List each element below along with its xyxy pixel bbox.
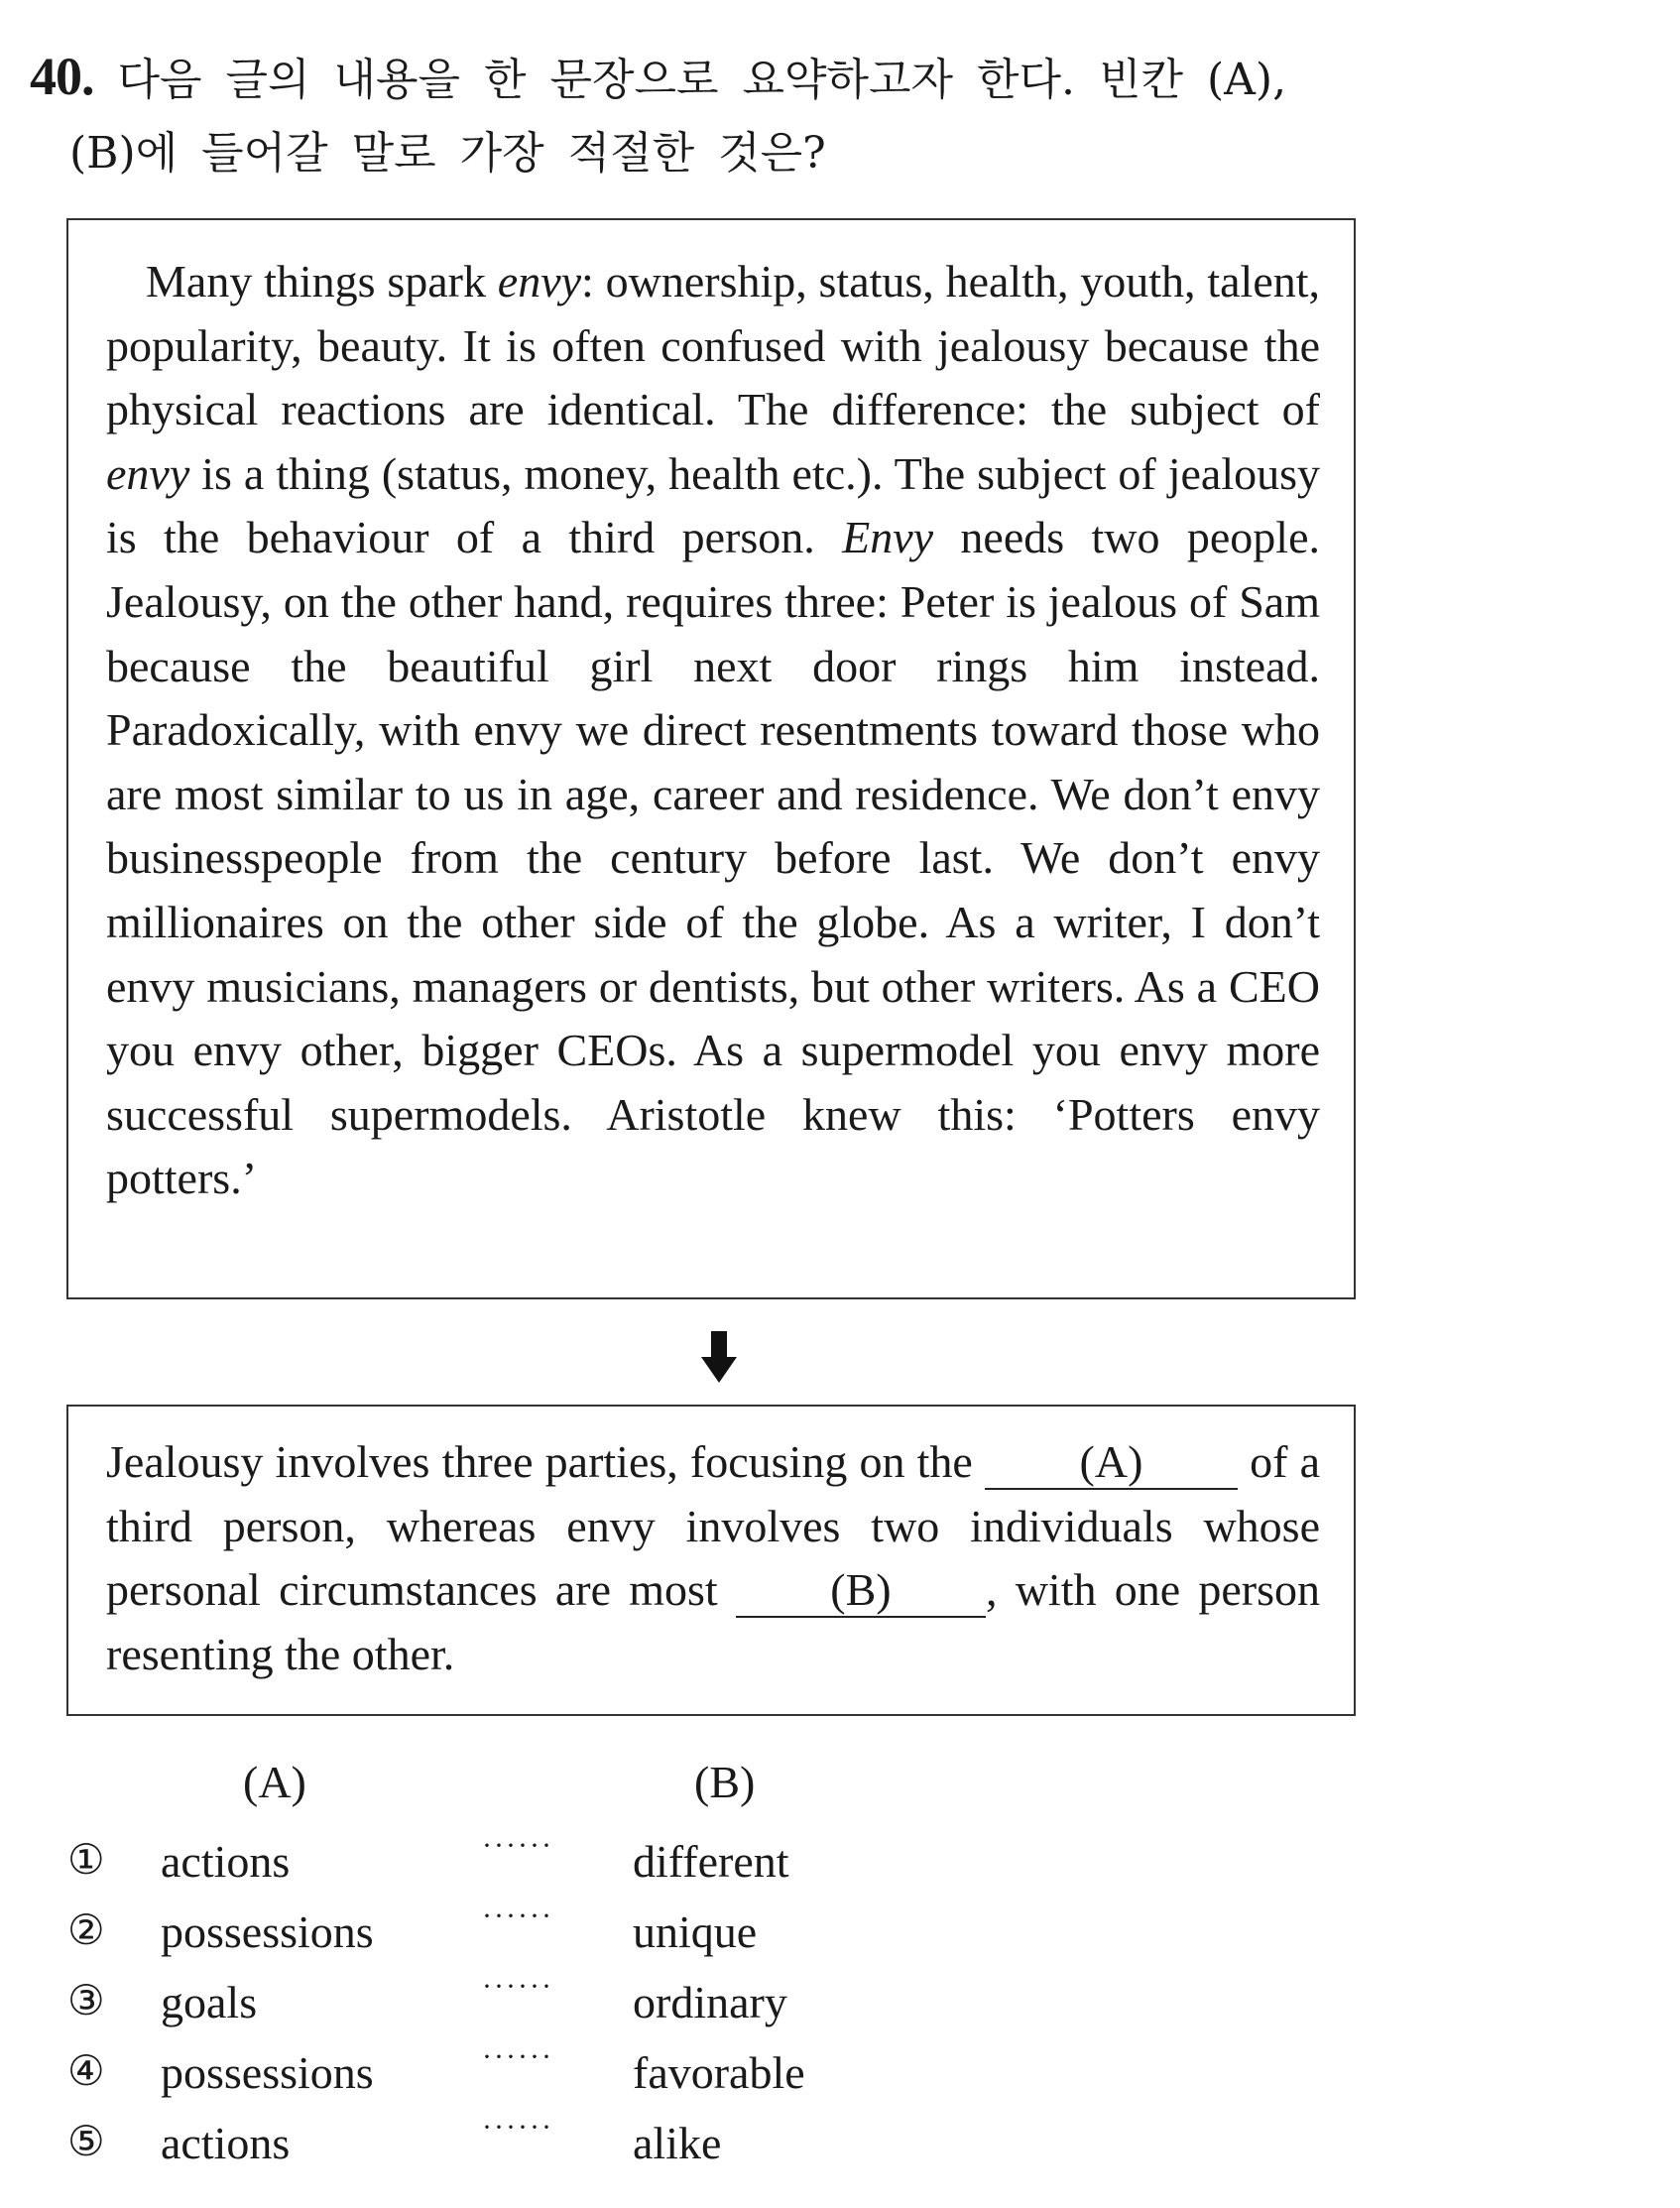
column-header-a: (A)	[243, 1757, 306, 1807]
question-line-1	[30, 47, 1287, 106]
choice-a-value: possessions	[161, 1906, 374, 1957]
summary-text	[106, 1430, 1320, 1686]
question-prompt-line-1: 다음 글의 내용을 한 문장으로 요약하고자 한다. 빈칸 (A),	[117, 55, 1287, 105]
choice-separator: ······	[482, 1829, 553, 1862]
choice-a-value: actions	[161, 1836, 291, 1887]
choice-a-value: possessions	[161, 2047, 374, 2098]
blank-b: (B)	[736, 1564, 986, 1618]
passage-segment: needs two people. Jealousy, on the other hand, requires three: Peter is jealous of Sam because the beautiful girl next door rings him instead. Paradoxically, with envy we direct resentments toward those who are most similar to us in age, career and residence. We don’t envy businesspeople from the century before last. We don’t envy millionaires on the other side of the globe. As a writer, I don’t envy musicians, managers or dentists, but other writers. As a CEO you envy other, bigger CEOs. As a supermodel you envy more successful supermodels. Aristotle knew this: ‘Potters envy potters.’	[106, 512, 1321, 1204]
passage-segment: is a thing (status, money, health etc.). The subject of jealousy is the behaviour of a third person.	[106, 447, 1320, 563]
choice-number: ⑤	[67, 2117, 105, 2165]
question-header	[30, 40, 1398, 190]
passage-box	[66, 218, 1356, 1299]
question-number: 40.	[30, 47, 94, 106]
choice-b-value: unique	[633, 1906, 758, 1957]
choice-a-value: actions	[161, 2118, 291, 2168]
choice-b-value: favorable	[633, 2047, 805, 2098]
choice-5[interactable]	[0, 2111, 992, 2176]
passage-segment: Many things spark	[146, 256, 498, 307]
passage-text	[106, 250, 1320, 1211]
passage-italic-word: envy	[106, 447, 190, 499]
blank-a: (A)	[985, 1436, 1238, 1490]
choice-a-value: goals	[161, 1977, 258, 2027]
choice-number: ③	[67, 1976, 105, 2024]
down-arrow-icon	[699, 1329, 739, 1385]
choice-1[interactable]	[0, 1829, 992, 1895]
passage-italic-word: envy	[497, 256, 582, 307]
column-header-b: (B)	[694, 1757, 756, 1807]
choice-b-value: ordinary	[633, 1977, 787, 2027]
choice-separator: ······	[482, 2111, 553, 2144]
summary-segment: of a third person, whereas envy involves two individuals whose personal circumstances are most	[106, 1436, 1320, 1616]
choice-separator: ······	[482, 2040, 553, 2073]
choice-b-value: alike	[633, 2118, 722, 2168]
choice-number: ①	[67, 1835, 105, 1884]
choice-separator: ······	[482, 1900, 553, 1932]
passage-italic-word: Envy	[842, 512, 934, 563]
passage-segment: : ownership, status, health, youth, talent, popularity, beauty. It is often confused with jealousy because the physical reactions are identical. The difference: the subject of	[106, 256, 1321, 435]
summary-segment: , with one person resenting the other.	[106, 1564, 1320, 1679]
summary-box	[66, 1405, 1356, 1716]
choice-b-value: different	[633, 1836, 789, 1887]
summary-segment: Jealousy involves three parties, focusing on the	[106, 1436, 985, 1487]
choice-4[interactable]	[0, 2040, 992, 2106]
choice-2[interactable]	[0, 1900, 992, 1965]
choice-number: ④	[67, 2046, 105, 2095]
choice-number: ②	[67, 1905, 105, 1954]
choice-separator: ······	[482, 1970, 553, 2003]
choice-3[interactable]	[0, 1970, 992, 2035]
question-prompt-line-2: (B)에 들어갈 말로 가장 적절한 것은?	[69, 128, 826, 179]
